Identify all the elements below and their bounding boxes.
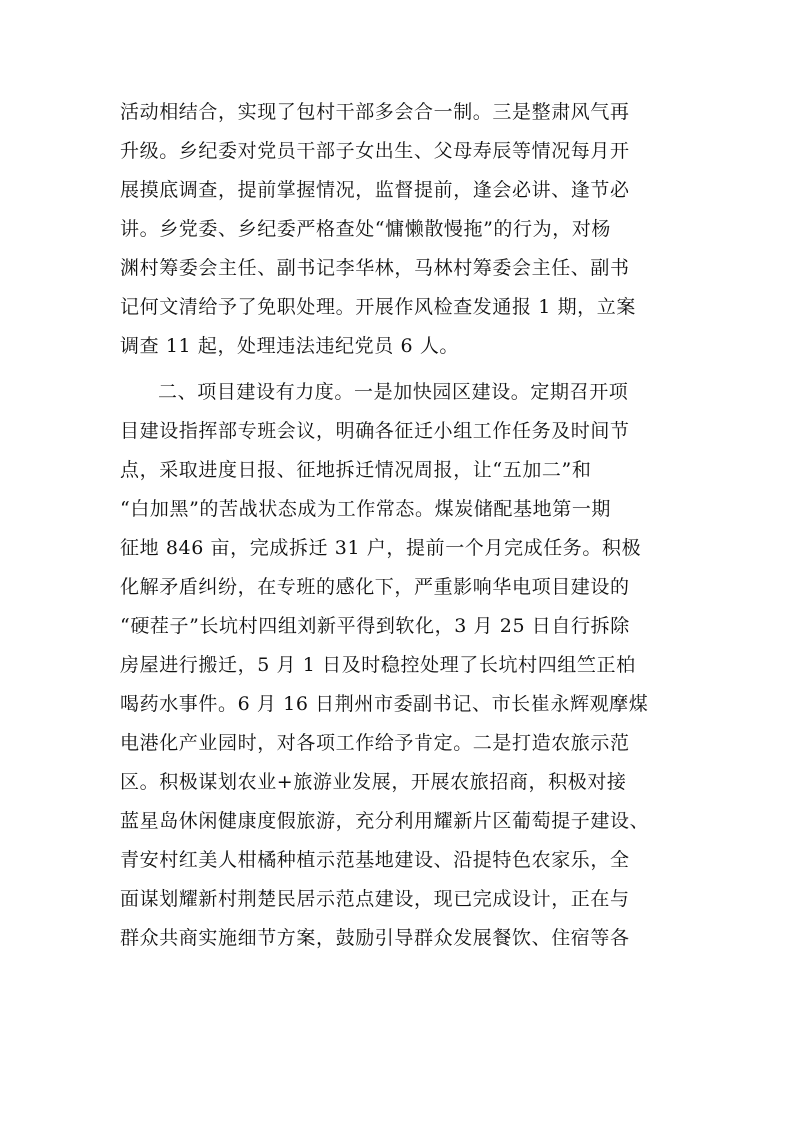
text-line: 记何文清给予了免职处理。开展作风检查发通报 1 期，立案 [120, 296, 636, 318]
text-line: 展摸底调查，提前掌握情况，监督提前，逢会必讲、逢节必 [120, 179, 630, 201]
text-line: 活动相结合，实现了包村干部多会合一制。三是整肃风气再 [120, 101, 630, 123]
text-line: 电港化产业园时，对各项工作给予肯定。二是打造农旅示范 [120, 732, 630, 754]
text-line: 渊村筹委会主任、副书记李华林，马林村筹委会主任、副书 [120, 257, 630, 279]
text-line: 讲。乡党委、乡纪委严格查处“慵懒散慢拖”的行为，对杨 [120, 218, 612, 240]
text-line: “白加黑”的苦战状态成为工作常态。煤炭储配基地第一期 [120, 498, 612, 520]
text-line: 喝药水事件。6 月 16 日荆州市委副书记、市长崔永辉观摩煤 [120, 693, 649, 715]
text-line: 点，采取进度日报、征地拆迁情况周报，让“五加二”和 [120, 459, 592, 481]
text-line: 升级。乡纪委对党员干部子女出生、父母寿辰等情况每月开 [120, 140, 630, 162]
text-line: 蓝星岛休闲健康度假旅游，充分利用耀新片区葡萄提子建设、 [120, 810, 650, 832]
text-line: 房屋进行搬迁，5 月 1 日及时稳控处理了长坑村四组竺正柏 [120, 654, 636, 676]
text-line: 群众共商实施细节方案，鼓励引导群众发展餐饮、住宿等各 [120, 927, 630, 949]
text-line: 调查 11 起，处理违法违纪党员 6 人。 [120, 335, 460, 357]
text-line: “硬茬子”长坑村四组刘新平得到软化，3 月 25 日自行拆除 [120, 615, 630, 637]
paragraph-heading-line: 二、项目建设有力度。一是加快园区建设。定期召开项 [158, 381, 629, 403]
text-line: 目建设指挥部专班会议，明确各征迁小组工作任务及时间节 [120, 420, 630, 442]
text-line: 化解矛盾纠纷，在专班的感化下，严重影响华电项目建设的 [120, 576, 630, 598]
text-line: 青安村红美人柑橘种植示范基地建设、沿提特色农家乐，全 [120, 849, 630, 871]
text-line: 征地 846 亩，完成拆迁 31 户，提前一个月完成任务。积极 [120, 537, 642, 559]
text-line: 面谋划耀新村荆楚民居示范点建设，现已完成设计，正在与 [120, 888, 630, 910]
text-line: 区。积极谋划农业+旅游业发展，开展农旅招商，积极对接 [120, 771, 627, 793]
